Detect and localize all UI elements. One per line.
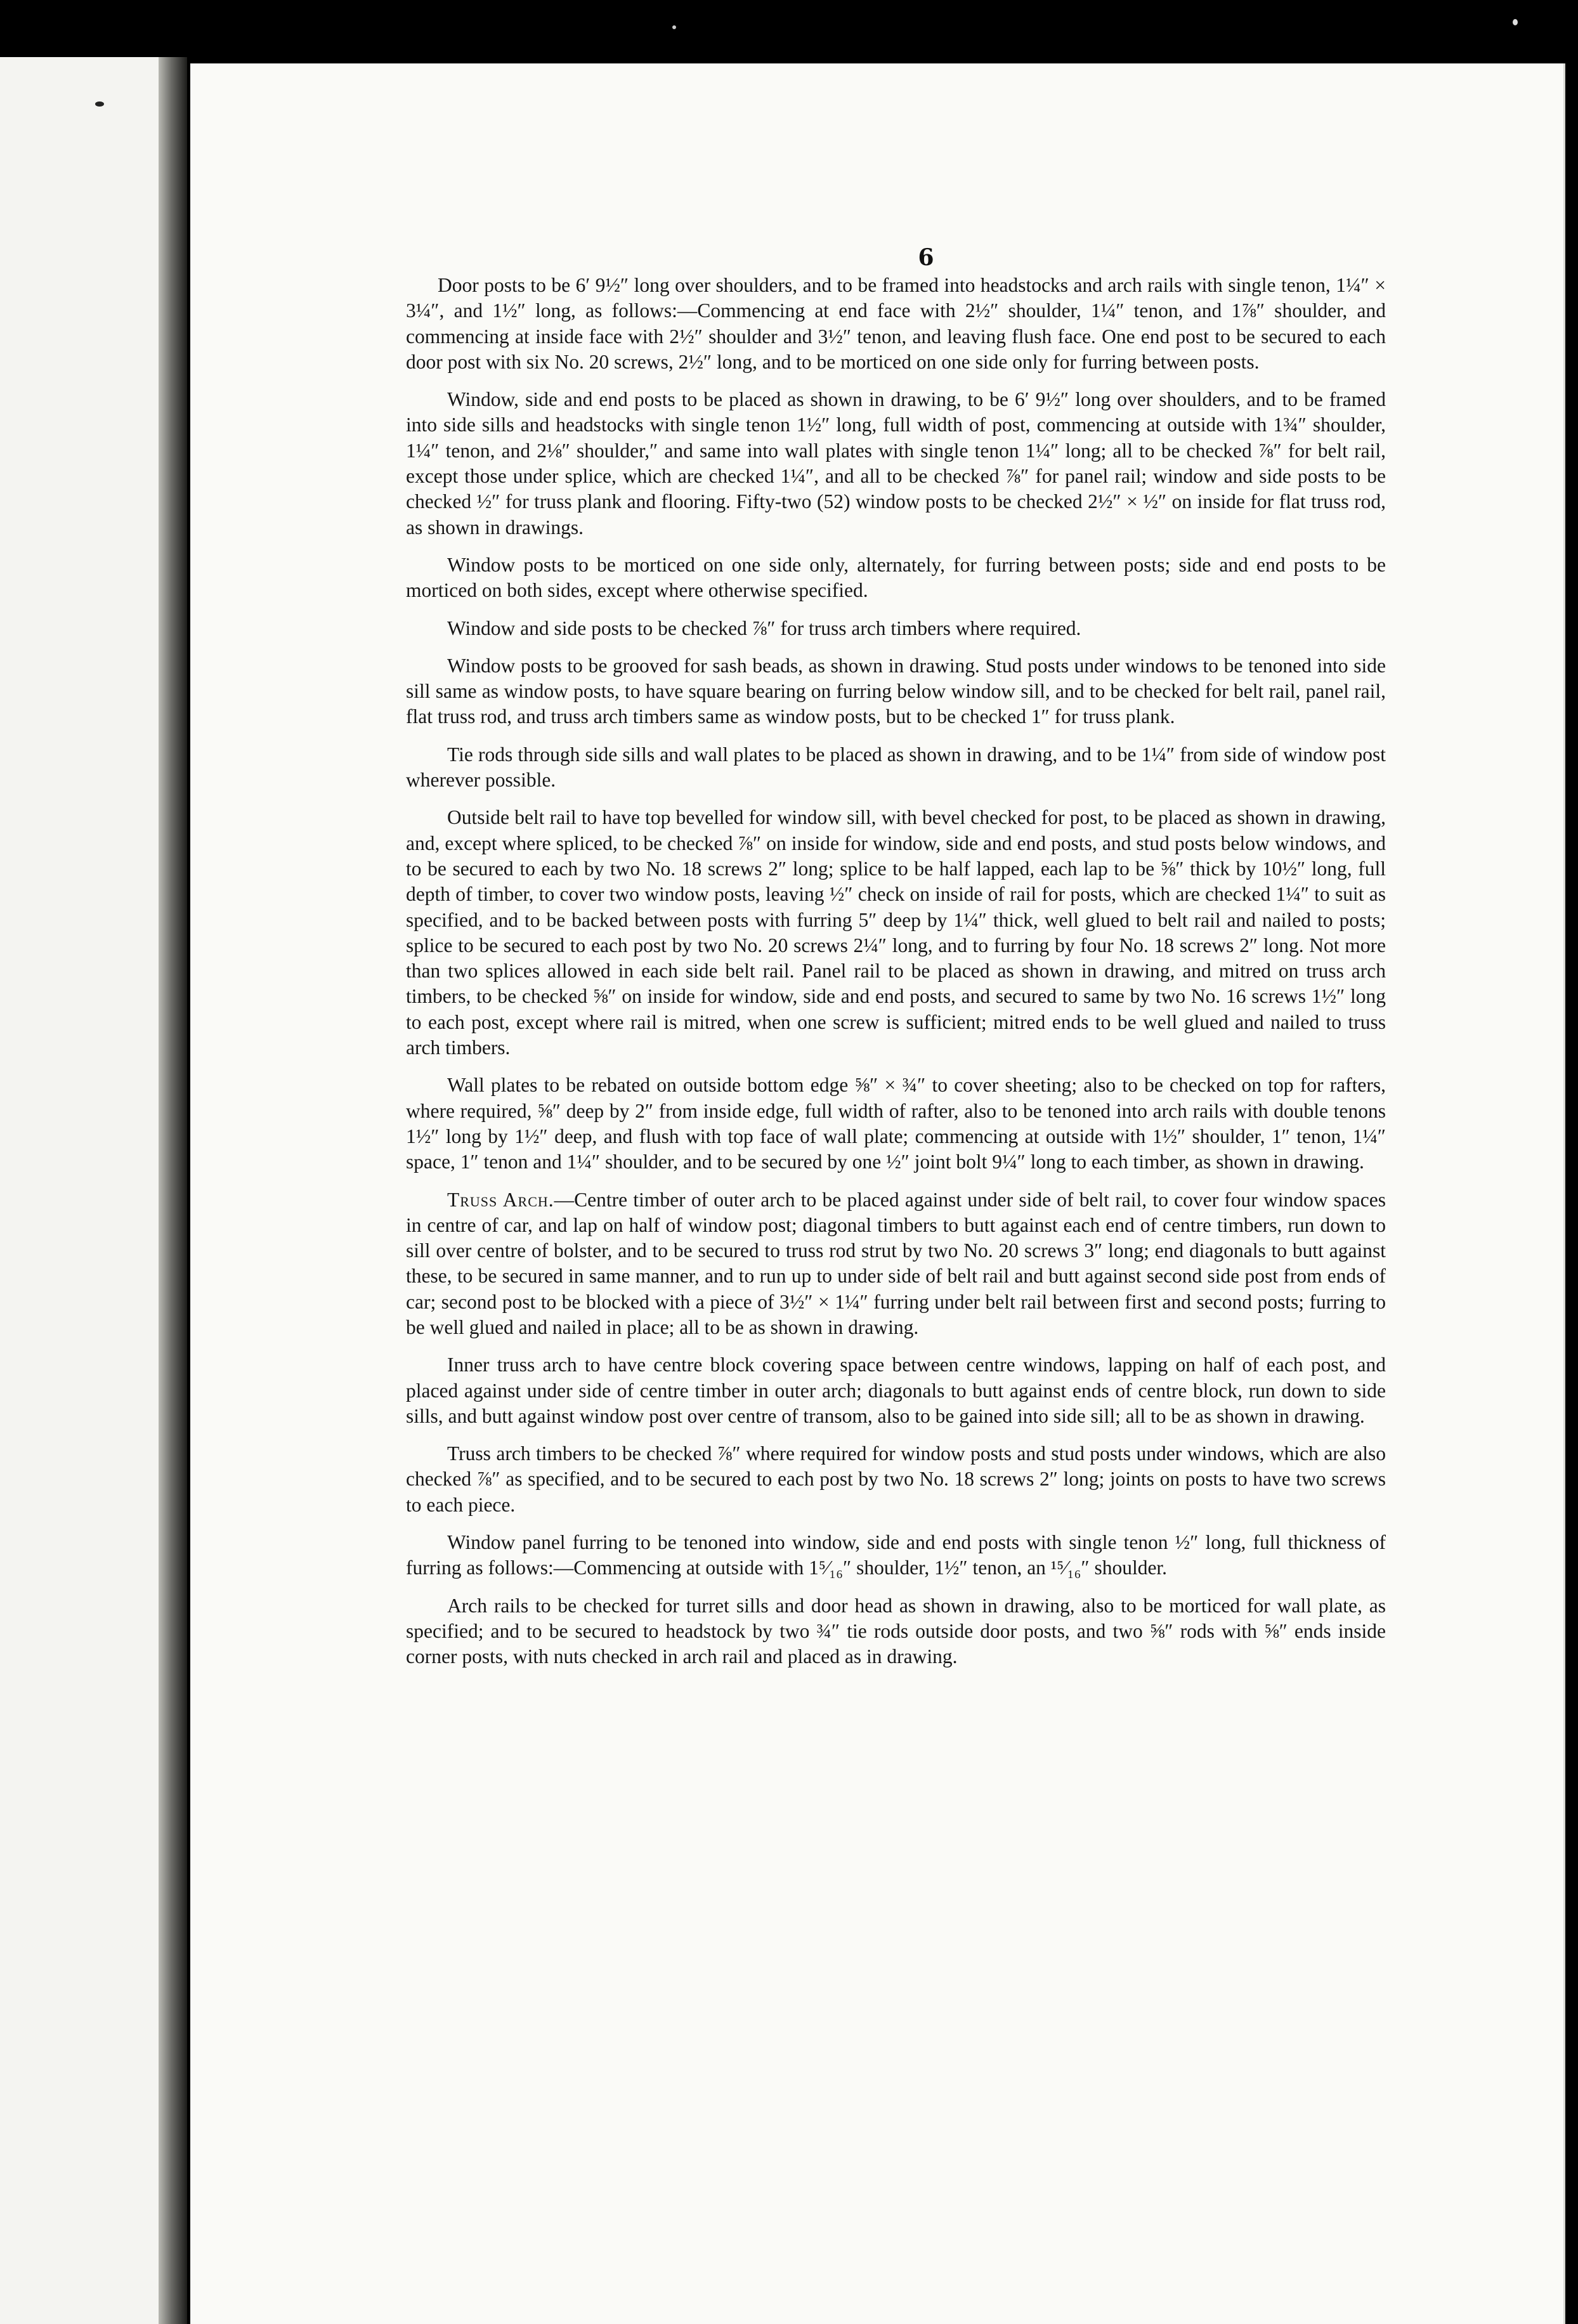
specification-text	[406, 273, 1386, 1670]
paragraph-belt-rail: Outside belt rail to have top bevelled for window sill, with bevel checked for post, to be placed as shown in drawing, and, except where spliced, to be checked ⅞″ on inside for window, side and end posts, and stud posts below windows, and to be secured to each by two No. 18 screws 2″ long; splice to be half lapped, each lap to be ⅝″ thick by 10½″ long, full depth of timber, to cover two window posts, leaving ½″ check on inside of rail for posts, which are checked 1¼″ to suit as specified, and to be backed between posts with furring 5″ deep by 1¼″ thick, well glued to belt rail and nailed to posts; splice to be secured to each post by two No. 20 screws 2¼″ long, and to furring by four No. 18 screws 2″ long. Not more than two splices allowed in each side belt rail. Panel rail to be placed as shown in drawing, and mitred on truss arch timbers, to be checked ⅝″ on inside for window, side and end posts, and secured to same by two No. 16 screws 1½″ long to each post, except where rail is mitred, when one screw is sufficient; mitred ends to be well glued and nailed to truss arch timbers.	[406, 806, 1386, 1059]
paragraph-sash-beads: Window posts to be grooved for sash beads, as shown in drawing. Stud posts under windows to be tenoned into side sill same as window posts, to have square bearing on furring below window sill, and to be checked for belt rail, panel rail, flat truss rod, and truss arch timbers same as window posts, but to be checked 1″ for truss plank.	[406, 654, 1386, 728]
page-number: 6	[918, 244, 934, 271]
paragraph-truss-arch-checks: Window and side posts to be checked ⅞″ for truss arch timbers where required.	[447, 617, 1081, 639]
scan-speck	[95, 101, 104, 107]
truss-arch-heading: Truss Arch.	[447, 1188, 554, 1211]
paragraph-truss-arch-timbers: Truss arch timbers to be checked ⅞″ where required for window posts and stud posts under windows, which are also checked ⅞″ as specified, and to be secured to each post by two No. 18 screws 2″ long; joints on posts to have two screws to each piece.	[406, 1442, 1386, 1516]
paragraph-window-panel-furring: Window panel furring to be tenoned into window, side and end posts with single tenon ½″ long, full thickness of furring as follows:—Commencing at outside with 1⁵⁄₁₆″ shoulder, 1½″ tenon, an ¹⁵⁄₁₆″ shoulder.	[406, 1531, 1386, 1579]
paragraph-door-posts: Door posts to be 6′ 9½″ long over shoulders, and to be framed into headstocks and arch rails with single tenon, 1¼″ × 3¼″, and 1½″ long, as follows:—Commencing at end face with 2½″ shoulder, 1¼″ tenon, and 1⅞″ shoulder, and commencing at inside face with 2½″ shoulder and 3½″ tenon, and leaving flush face. One end post to be secured to each door post with six No. 20 screws, 2½″ long, and to be morticed on one side only for furring between posts.	[406, 274, 1386, 373]
paragraph-wall-plates: Wall plates to be rebated on outside bottom edge ⅝″ × ¾″ to cover sheeting; also to be checked on top for rafters, where required, ⅝″ deep by 2″ from inside edge, full width of rafter, also to be tenoned into arch rails with double tenons 1½″ long by 1½″ deep, and flush with top face of wall plate; commencing at outside with 1½″ shoulder, 1″ tenon, 1¼″ space, 1″ tenon and 1¼″ shoulder, and to be secured by one ½″ joint bolt 9¼″ long to each timber, as shown in drawing.	[406, 1074, 1386, 1173]
paragraph-window-side-end-posts: Window, side and end posts to be placed as shown in drawing, to be 6′ 9½″ long over shoulders, and to be framed into side sills and headstocks with single tenon 1½″ long, full width of post, commencing at outside with 1¾″ shoulder, 1¼″ tenon, and 2⅛″ shoulder,″ and same into wall plates with single tenon 1¼″ long; all to be checked ⅞″ for belt rail, except those under splice, which are checked 1¼″, and all to be checked ⅞″ for panel rail; window and side posts to be checked ½″ for truss plank and flooring. Fifty-two (52) window posts to be checked 2½″ × ½″ on inside for flat truss rod, as shown in drawings.	[406, 388, 1386, 539]
paragraph-truss-arch	[406, 1187, 1386, 1341]
page-gutter-shadow	[159, 57, 187, 2324]
truss-arch-text: Centre timber of outer arch to be placed against under side of belt rail, to cover four window spaces in centre of car, and lap on half of window post; diagonal timbers to butt against each end of centre timbers, run down to sill over centre of bolster, and to be secured to truss rod strut by two No. 20 screws 3″ long; end diagonals to butt against these, to be secured in same manner, and to run up to under side of belt rail and butt against second side post from ends of car; second post to be blocked with a piece of 3½″ × 1¼″ furring under belt rail between first and second posts; furring to be well glued and nailed in place; all to be as shown in drawing.	[406, 1188, 1386, 1338]
scan-speck	[672, 25, 676, 29]
paragraph-window-posts-morticed: Window posts to be morticed on one side only, alternately, for furring between posts; side and end posts to be morticed on both sides, except where otherwise specified.	[406, 553, 1386, 602]
scan-speck	[1513, 19, 1518, 25]
truss-arch-dash: —	[554, 1188, 575, 1211]
facing-page-edge	[0, 57, 159, 2324]
paragraph-arch-rails: Arch rails to be checked for turret sills and door head as shown in drawing, also to be morticed for wall plate, as specified; and to be secured to headstock by two ¾″ tie rods outside door posts, and two ⅝″ rods with ⅝″ ends inside corner posts, with nuts checked in arch rail and placed as in drawing.	[406, 1594, 1386, 1668]
paragraph-tie-rods: Tie rods through side sills and wall plates to be placed as shown in drawing, and to be 1¼″ from side of window post wherever possible.	[406, 743, 1386, 792]
paragraph-inner-truss-arch: Inner truss arch to have centre block covering space between centre windows, lapping on half of each post, and placed against under side of centre timber in outer arch; diagonals to butt against ends of centre block, run down to side sills, and butt against window post over centre of transom, also to be gained into side sill; all to be as shown in drawing.	[406, 1354, 1386, 1427]
